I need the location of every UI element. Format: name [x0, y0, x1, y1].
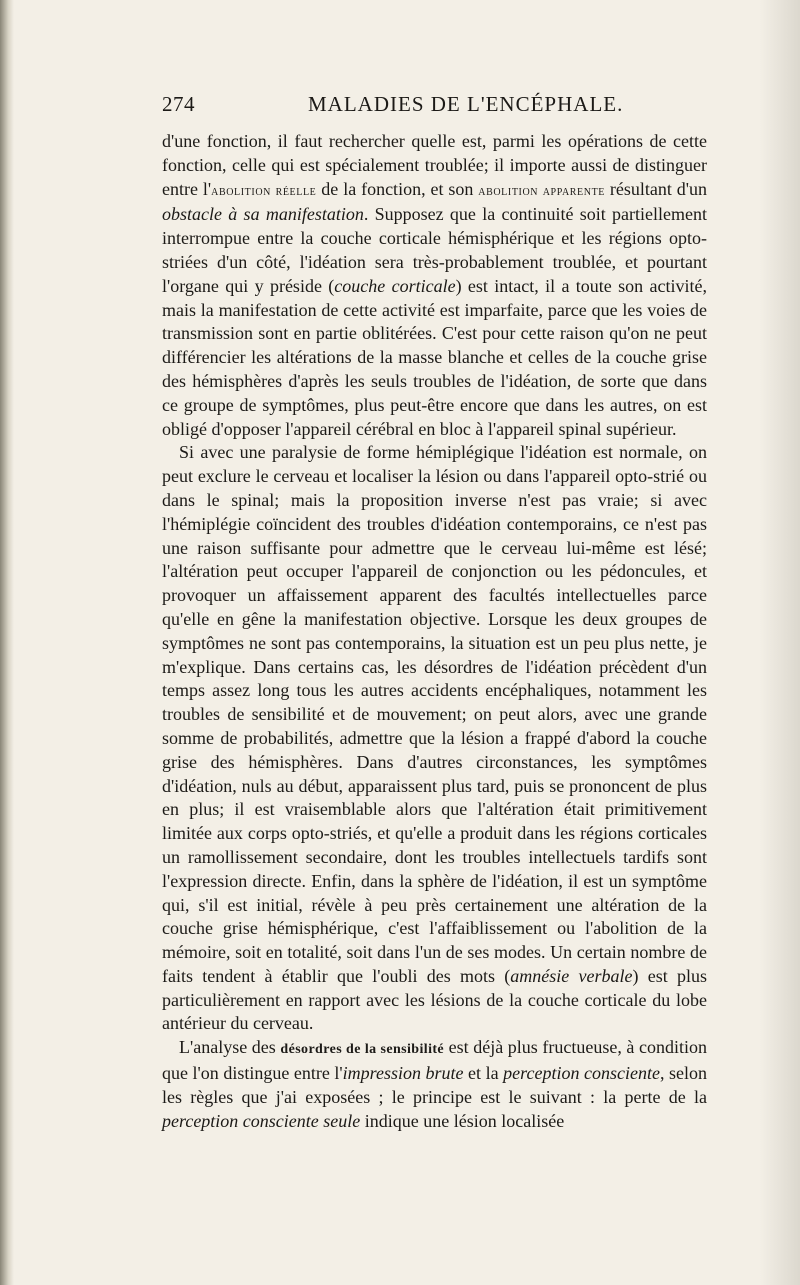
text-run: . Supposez que la continuité soit partiellement interrompue entre la couche corticale hémisphérique et les régions opto-striées d'un côté, l'idéation sera très-probablement troublée, et pourtant l'organe qui y préside (: [162, 204, 707, 296]
text-run: , selon les règles que j'ai exposées ; le principe est le suivant : la perte de la: [162, 1063, 708, 1107]
page-gutter-shadow: [0, 0, 14, 1285]
text-run: ) est intact, il a toute son activité, mais la manifestation de cette activité est imparfaite, parce que les voies de transmission sont en partie oblitérées. C'est pour cette raison qu'on ne peut différencier les altérations de la masse blanche et celles de la couche grise des hémisphères d'après les seuls troubles de l'idéation, de sorte que dans ce groupe de symptômes, plus peut-être encore que dans les autres, on est obligé d'opposer l'appareil cérébral en bloc à l'appareil spinal supérieur.: [162, 275, 707, 439]
text-run: ) est plus particulièrement en rapport avec les lésions de la couche corticale du lobe antérieur du cerveau.: [162, 965, 707, 1034]
text-run: et la: [463, 1063, 504, 1084]
text-run: indique une lésion localisée: [360, 1110, 565, 1131]
page-header: [162, 92, 702, 122]
text-run: Si avec une paralysie de forme hémiplégique l'idéation est normale, on peut exclure le cerveau et localiser la lésion ou dans l'appareil opto-strié ou dans le spinal; mais la proposition inverse n'est pas vraie; si avec l'hémiplégie coïncident des troubles d'idéation contemporains, ce n'est pas une raison suffisante pour admettre que le cerveau lui-même est lésé; l'altération peut occuper l'appareil de conjonction ou les pédoncules, et provoquer un affaissement apparent des facultés intellectuelles parce qu'elle en gêne la manifestation objective. Lorsque les deux groupes de symptômes ne sont pas contemporains, la situation est un peu plus nette, je m'explique. Dans certains cas, les désordres de l'idéation précèdent d'un temps assez long tous les autres accidents encéphaliques, notamment les troubles de sensibilité et de mouvement; on peut alors, avec une grande somme de probabilités, admettre que la lésion a frappé d'abord la couche grise des hémisphères. Dans d'autres circonstances, les symptômes d'idéation, nuls au début, apparaissent plus tard, puis se prononcent de plus en plus; il est vraisemblable alors que l'altération était primitivement limitée aux corps opto-striés, et qu'elle a produit dans les régions corticales un ramollissement secondaire, dont les troubles intellectuels tardifs sont l'expression directe. Enfin, dans la sphère de l'idéation, il est un symptôme qui, s'il est initial, révèle à peu près certainement une altération de la couche grise hémisphérique, c'est l'affaiblissement ou l'abolition de la mémoire, soit en totalité, soit dans l'un de ses modes. Un certain nombre de faits tendent à établir que l'oubli des mots (: [162, 442, 707, 986]
italic-term: obstacle à sa manifestation: [162, 204, 364, 225]
italic-term: perception consciente seule: [162, 1110, 361, 1131]
paragraph-2: [162, 441, 707, 1036]
italic-term: impression brute: [342, 1063, 464, 1084]
small-caps-term: abolition apparente: [478, 182, 605, 199]
page-edge-shadow: [760, 0, 800, 1285]
small-caps-term: abolition réelle: [211, 182, 317, 199]
body-text: [162, 130, 707, 1133]
text-run: de la fonction, et son: [316, 178, 479, 199]
paragraph-3: [162, 1036, 707, 1133]
italic-term: couche corticale: [334, 275, 456, 296]
text-run: L'analyse des: [179, 1037, 281, 1058]
text-run: est déjà plus fructueuse, à condition que l'on distingue entre l': [162, 1037, 707, 1084]
paragraph-1: [162, 130, 707, 441]
italic-term: perception consciente: [503, 1063, 660, 1084]
text-run: résultant d'un: [605, 178, 708, 199]
running-title: MALADIES DE L'ENCÉPHALE.: [308, 92, 624, 116]
italic-term: amnésie verbale: [510, 965, 633, 986]
page-number: 274: [162, 92, 195, 116]
text-run: d'une fonction, il faut rechercher quelle est, parmi les opérations de cette fonction, celle qui est spécialement troublée; il importe aussi de distinguer entre l': [162, 131, 707, 199]
bold-term: désordres de la sensibilité: [280, 1042, 445, 1058]
